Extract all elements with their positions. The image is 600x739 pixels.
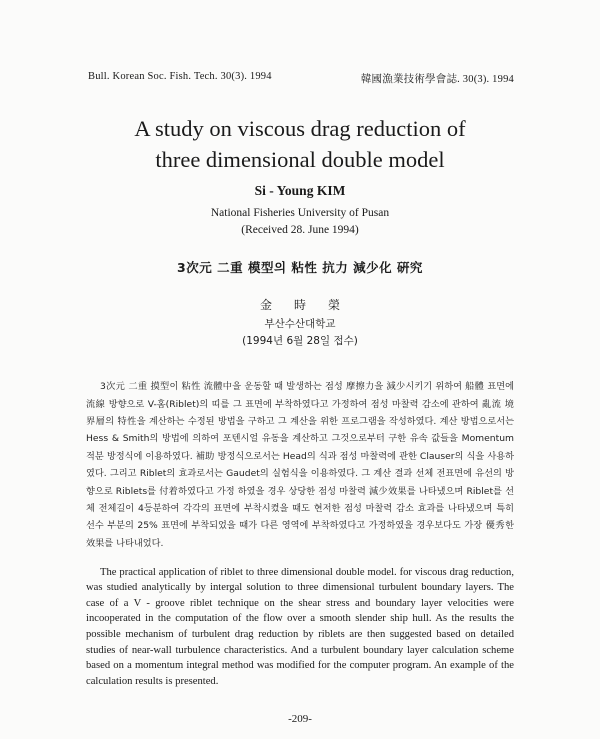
english-abstract: The practical application of riblet to three dimensional double model. for viscous drag reduction, was studied analytically by intergal solution to three dimensional turbulent boundary layers. The case of a V - groove riblet technique on the shear stress and boundary layer velocities were incooperated in the computation of the flow over a smooth slender ship hull. As the results the possible mechanism of turbulent drag reduction by riblets are then suggested based on detailed studies of near-wall turbulence characteristics. And a turbulent boundary layer calculation scheme based on a momentum integral method was modified for the computer program. An example of the calculation results is presented.	[86, 566, 514, 687]
author-affiliation: National Fisheries University of Pusan	[210, 207, 390, 219]
journal-citation-en: Bull. Korean Soc. Fish. Tech. 30(3). 1994	[88, 71, 272, 82]
running-header	[88, 71, 514, 86]
korean-received-date: (1994년 6월 28일 접수)	[242, 335, 358, 347]
title-line-1: A study on viscous drag reduction of	[134, 116, 466, 141]
korean-title: 3次元 二重 模型의 粘性 抗力 減少化 硏究	[177, 260, 423, 275]
journal-citation-ko: 韓國漁業技術學會誌. 30(3). 1994	[360, 74, 514, 85]
title-line-2: three dimensional double model	[155, 147, 445, 172]
received-date: (Received 28. June 1994)	[241, 224, 359, 236]
korean-abstract: 3次元 二重 摸型이 粘性 流體中을 운동할 때 발생하는 점성 摩擦力을 減少시키기 위하여 船體 표면에 流線 방향으로 V-홈(Riblet)의 띠를 그 표면에 부착하였다고 가정하여 점성 마찰력 감소에 관하여 亂流 境界層의 特性을 계산하는 수정된 방법을 구하고 그 계산을 위한 프로그램을 작성하였다. 계산 방법으로서는 Hess & Smith의 방법에 의하여 포텐시얼 유동을 계산하고 그것으로부터 구한 유속 값들을 Momentum 적분 방정식에 이용하였다. 補助 방정식으로서는 Head의 식과 점성 마찰력에 관한 Clauser의 식을 사용하였다. 그리고 Riblet의 효과로서는 Gaudet의 실험식을 이용하였다. 그 계산 결과 선체 전표면에 유선의 방향으로 Riblets를 付着하였다고 가정 하였을 경우 상당한 점성 마찰력 減少效果를 나타냈으며 Riblet를 선체 전체길이 4등분하여 각각의 표면에 부착시켰을 때도 현저한 점성 마찰력 감소 효과를 나타냈으며 특히 선수 부분의 25% 표면에 부착되었을 때가 다른 영역에 부착하였다고 가정하였을 경우보다도 가장 優秀한 效果를 나타내었다.	[86, 381, 514, 549]
author-affiliation-block	[0, 205, 600, 239]
paper-title	[0, 113, 600, 175]
page-number: -209-	[288, 713, 312, 725]
korean-affiliation: 부산수산대학교	[264, 318, 336, 330]
korean-author-name: 金時榮	[259, 298, 362, 312]
author-name: Si - Young KIM	[254, 183, 346, 198]
korean-affiliation-block	[0, 316, 600, 350]
